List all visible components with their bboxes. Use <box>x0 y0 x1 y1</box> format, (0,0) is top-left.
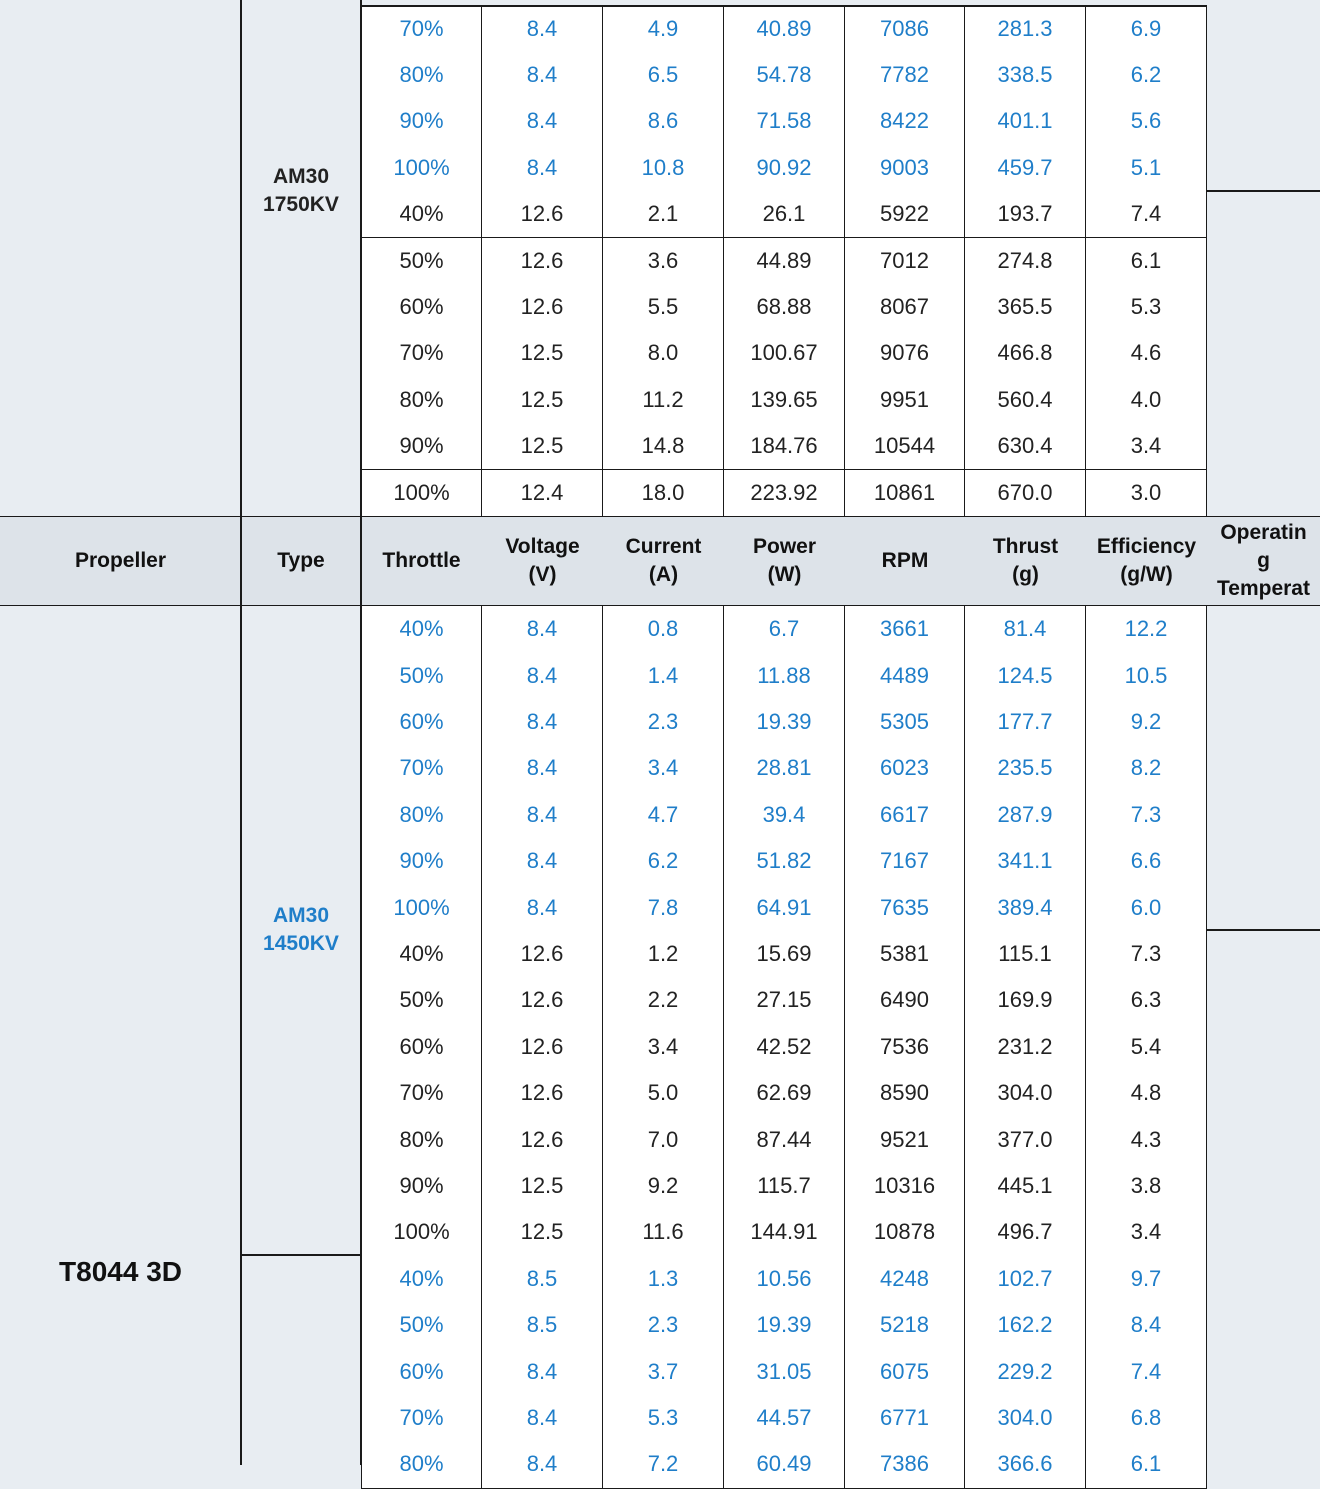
cell-voltage: 8.4 <box>482 652 603 699</box>
cell-rpm: 5305 <box>845 699 965 746</box>
cell-rpm: 8422 <box>845 98 965 145</box>
cell-throttle: 40% <box>361 931 482 978</box>
cell-current: 11.2 <box>603 377 724 424</box>
header-temperature: Operatin g Temperat <box>1207 516 1320 606</box>
cell-rpm: 7782 <box>845 52 965 99</box>
cell-rpm: 4248 <box>845 1256 965 1303</box>
cell-throttle: 60% <box>361 1348 482 1395</box>
cell-throttle: 60% <box>361 284 482 331</box>
cell-thrust: 281.3 <box>965 6 1086 53</box>
cell-thrust: 235.5 <box>965 745 1086 792</box>
cell-rpm: 9521 <box>845 1116 965 1163</box>
cell-power: 10.56 <box>724 1256 845 1303</box>
cell-rpm: 7086 <box>845 6 965 53</box>
cell-efficiency: 5.6 <box>1086 98 1207 145</box>
cell-current: 6.2 <box>603 838 724 885</box>
cell-voltage: 8.4 <box>482 745 603 792</box>
cell-power: 39.4 <box>724 792 845 839</box>
cell-current: 5.3 <box>603 1395 724 1442</box>
cell-thrust: 365.5 <box>965 284 1086 331</box>
cell-throttle: 70% <box>361 6 482 53</box>
cell-power: 51.82 <box>724 838 845 885</box>
cell-thrust: 445.1 <box>965 1163 1086 1210</box>
cell-voltage: 12.5 <box>482 330 603 377</box>
cell-rpm: 3661 <box>845 606 965 653</box>
cell-thrust: 231.2 <box>965 1024 1086 1071</box>
header-throttle: Throttle <box>361 516 482 606</box>
cell-throttle: 40% <box>361 1256 482 1303</box>
cell-efficiency: 4.3 <box>1086 1116 1207 1163</box>
cell-power: 27.15 <box>724 977 845 1024</box>
cell-thrust: 115.1 <box>965 931 1086 978</box>
table-top-border <box>361 5 1207 7</box>
cell-throttle: 100% <box>361 470 482 517</box>
cell-efficiency: 6.0 <box>1086 884 1207 931</box>
cell-rpm: 7536 <box>845 1024 965 1071</box>
cell-power: 11.88 <box>724 652 845 699</box>
cell-efficiency: 3.8 <box>1086 1163 1207 1210</box>
cell-power: 15.69 <box>724 931 845 978</box>
cell-current: 2.2 <box>603 977 724 1024</box>
cell-rpm: 6617 <box>845 792 965 839</box>
cell-efficiency: 7.3 <box>1086 792 1207 839</box>
cell-throttle: 80% <box>361 1441 482 1488</box>
cell-throttle: 90% <box>361 1163 482 1210</box>
cell-rpm: 8590 <box>845 1070 965 1117</box>
cell-thrust: 102.7 <box>965 1256 1086 1303</box>
cell-thrust: 389.4 <box>965 884 1086 931</box>
cell-rpm: 9951 <box>845 377 965 424</box>
cell-thrust: 401.1 <box>965 98 1086 145</box>
cell-efficiency: 9.2 <box>1086 699 1207 746</box>
cell-current: 3.7 <box>603 1348 724 1395</box>
divider-propeller-type <box>240 0 242 1465</box>
cell-power: 42.52 <box>724 1024 845 1071</box>
cell-voltage: 8.4 <box>482 1395 603 1442</box>
divider-temp-mid <box>1207 929 1320 931</box>
cell-power: 19.39 <box>724 1302 845 1349</box>
header-power: Power (W) <box>724 516 845 606</box>
cell-throttle: 50% <box>361 238 482 285</box>
cell-efficiency: 6.1 <box>1086 238 1207 285</box>
cell-efficiency: 8.2 <box>1086 745 1207 792</box>
cell-power: 26.1 <box>724 191 845 238</box>
cell-rpm: 6771 <box>845 1395 965 1442</box>
cell-rpm: 7386 <box>845 1441 965 1488</box>
cell-current: 5.5 <box>603 284 724 331</box>
cell-current: 2.1 <box>603 191 724 238</box>
cell-efficiency: 6.1 <box>1086 1441 1207 1488</box>
cell-efficiency: 4.8 <box>1086 1070 1207 1117</box>
cell-thrust: 338.5 <box>965 52 1086 99</box>
cell-current: 8.0 <box>603 330 724 377</box>
cell-current: 14.8 <box>603 423 724 470</box>
cell-thrust: 229.2 <box>965 1348 1086 1395</box>
cell-power: 31.05 <box>724 1348 845 1395</box>
cell-thrust: 496.7 <box>965 1209 1086 1256</box>
header-rpm: RPM <box>845 516 965 606</box>
cell-efficiency: 9.7 <box>1086 1256 1207 1303</box>
cell-thrust: 560.4 <box>965 377 1086 424</box>
cell-efficiency: 4.0 <box>1086 377 1207 424</box>
cell-current: 7.8 <box>603 884 724 931</box>
cell-rpm: 9003 <box>845 145 965 192</box>
cell-current: 4.7 <box>603 792 724 839</box>
cell-power: 62.69 <box>724 1070 845 1117</box>
cell-thrust: 377.0 <box>965 1116 1086 1163</box>
cell-power: 144.91 <box>724 1209 845 1256</box>
cell-efficiency: 3.4 <box>1086 1209 1207 1256</box>
cell-thrust: 287.9 <box>965 792 1086 839</box>
cell-voltage: 12.6 <box>482 1024 603 1071</box>
cell-current: 8.6 <box>603 98 724 145</box>
cell-rpm: 7012 <box>845 238 965 285</box>
cell-efficiency: 6.2 <box>1086 52 1207 99</box>
cell-efficiency: 8.4 <box>1086 1302 1207 1349</box>
cell-power: 19.39 <box>724 699 845 746</box>
cell-current: 18.0 <box>603 470 724 517</box>
cell-power: 44.89 <box>724 238 845 285</box>
cell-current: 1.4 <box>603 652 724 699</box>
cell-thrust: 193.7 <box>965 191 1086 238</box>
header-type: Type <box>241 516 361 606</box>
cell-rpm: 5218 <box>845 1302 965 1349</box>
cell-efficiency: 6.3 <box>1086 977 1207 1024</box>
cell-efficiency: 5.1 <box>1086 145 1207 192</box>
cell-throttle: 100% <box>361 145 482 192</box>
cell-rpm: 6490 <box>845 977 965 1024</box>
cell-thrust: 304.0 <box>965 1070 1086 1117</box>
type-label-am30-1450kv: AM30 1450KV <box>263 904 339 955</box>
cell-current: 2.3 <box>603 699 724 746</box>
cell-thrust: 630.4 <box>965 423 1086 470</box>
cell-current: 3.6 <box>603 238 724 285</box>
cell-voltage: 12.4 <box>482 470 603 517</box>
cell-power: 64.91 <box>724 884 845 931</box>
cell-current: 3.4 <box>603 1024 724 1071</box>
cell-power: 6.7 <box>724 606 845 653</box>
cell-voltage: 8.4 <box>482 699 603 746</box>
cell-power: 115.7 <box>724 1163 845 1210</box>
header-thrust: Thrust (g) <box>965 516 1086 606</box>
cell-throttle: 80% <box>361 52 482 99</box>
cell-rpm: 5922 <box>845 191 965 238</box>
cell-voltage: 12.5 <box>482 1163 603 1210</box>
cell-rpm: 7167 <box>845 838 965 885</box>
cell-voltage: 8.4 <box>482 792 603 839</box>
cell-thrust: 177.7 <box>965 699 1086 746</box>
cell-throttle: 40% <box>361 191 482 238</box>
cell-rpm: 6023 <box>845 745 965 792</box>
cell-power: 71.58 <box>724 98 845 145</box>
cell-thrust: 366.6 <box>965 1441 1086 1488</box>
cell-current: 6.5 <box>603 52 724 99</box>
cell-rpm: 8067 <box>845 284 965 331</box>
cell-throttle: 60% <box>361 699 482 746</box>
cell-current: 2.3 <box>603 1302 724 1349</box>
cell-voltage: 12.6 <box>482 977 603 1024</box>
cell-voltage: 12.6 <box>482 931 603 978</box>
cell-rpm: 9076 <box>845 330 965 377</box>
cell-thrust: 81.4 <box>965 606 1086 653</box>
cell-efficiency: 5.3 <box>1086 284 1207 331</box>
cell-efficiency: 7.4 <box>1086 191 1207 238</box>
cell-voltage: 8.4 <box>482 838 603 885</box>
cell-power: 223.92 <box>724 470 845 517</box>
cell-voltage: 12.5 <box>482 1209 603 1256</box>
cell-power: 54.78 <box>724 52 845 99</box>
cell-current: 1.2 <box>603 931 724 978</box>
cell-current: 4.9 <box>603 6 724 53</box>
cell-thrust: 459.7 <box>965 145 1086 192</box>
cell-rpm: 10316 <box>845 1163 965 1210</box>
cell-efficiency: 3.4 <box>1086 423 1207 470</box>
cell-voltage: 12.6 <box>482 1070 603 1117</box>
cell-thrust: 162.2 <box>965 1302 1086 1349</box>
cell-voltage: 8.4 <box>482 98 603 145</box>
cell-current: 0.8 <box>603 606 724 653</box>
cell-thrust: 169.9 <box>965 977 1086 1024</box>
cell-voltage: 8.4 <box>482 1441 603 1488</box>
cell-efficiency: 6.6 <box>1086 838 1207 885</box>
cell-efficiency: 7.4 <box>1086 1348 1207 1395</box>
cell-voltage: 8.4 <box>482 606 603 653</box>
cell-throttle: 40% <box>361 606 482 653</box>
cell-efficiency: 4.6 <box>1086 330 1207 377</box>
cell-throttle: 100% <box>361 1209 482 1256</box>
cell-voltage: 8.4 <box>482 1348 603 1395</box>
cell-rpm: 7635 <box>845 884 965 931</box>
cell-thrust: 274.8 <box>965 238 1086 285</box>
cell-rpm: 5381 <box>845 931 965 978</box>
cell-throttle: 70% <box>361 1395 482 1442</box>
cell-power: 87.44 <box>724 1116 845 1163</box>
cell-throttle: 90% <box>361 98 482 145</box>
cell-thrust: 466.8 <box>965 330 1086 377</box>
cell-voltage: 12.6 <box>482 284 603 331</box>
cell-thrust: 341.1 <box>965 838 1086 885</box>
cell-throttle: 50% <box>361 977 482 1024</box>
header-current: Current (A) <box>603 516 724 606</box>
cell-rpm: 6075 <box>845 1348 965 1395</box>
cell-throttle: 90% <box>361 423 482 470</box>
cell-current: 11.6 <box>603 1209 724 1256</box>
cell-thrust: 304.0 <box>965 1395 1086 1442</box>
cell-current: 3.4 <box>603 745 724 792</box>
cell-throttle: 60% <box>361 1024 482 1071</box>
cell-throttle: 90% <box>361 838 482 885</box>
cell-power: 100.67 <box>724 330 845 377</box>
cell-voltage: 12.6 <box>482 1116 603 1163</box>
cell-current: 9.2 <box>603 1163 724 1210</box>
cell-throttle: 70% <box>361 1070 482 1117</box>
cell-efficiency: 5.4 <box>1086 1024 1207 1071</box>
cell-power: 139.65 <box>724 377 845 424</box>
cell-voltage: 12.5 <box>482 423 603 470</box>
type-label-am30-1750kv: AM30 1750KV <box>263 165 339 216</box>
cell-thrust: 670.0 <box>965 470 1086 517</box>
cell-throttle: 50% <box>361 1302 482 1349</box>
cell-voltage: 8.4 <box>482 52 603 99</box>
cell-throttle: 100% <box>361 884 482 931</box>
header-efficiency: Efficiency (g/W) <box>1086 516 1207 606</box>
cell-efficiency: 10.5 <box>1086 652 1207 699</box>
header-propeller: Propeller <box>0 516 241 606</box>
cell-rpm: 10861 <box>845 470 965 517</box>
cell-voltage: 8.5 <box>482 1256 603 1303</box>
cell-efficiency: 6.9 <box>1086 6 1207 53</box>
cell-efficiency: 3.0 <box>1086 470 1207 517</box>
cell-rpm: 4489 <box>845 652 965 699</box>
cell-rpm: 10544 <box>845 423 965 470</box>
cell-power: 40.89 <box>724 6 845 53</box>
cell-power: 184.76 <box>724 423 845 470</box>
cell-throttle: 70% <box>361 745 482 792</box>
header-voltage: Voltage (V) <box>482 516 603 606</box>
cell-throttle: 50% <box>361 652 482 699</box>
cell-power: 28.81 <box>724 745 845 792</box>
cell-efficiency: 7.3 <box>1086 931 1207 978</box>
cell-voltage: 12.6 <box>482 191 603 238</box>
cell-current: 1.3 <box>603 1256 724 1303</box>
cell-current: 7.0 <box>603 1116 724 1163</box>
cell-current: 10.8 <box>603 145 724 192</box>
cell-thrust: 124.5 <box>965 652 1086 699</box>
cell-voltage: 8.4 <box>482 145 603 192</box>
cell-voltage: 8.4 <box>482 884 603 931</box>
propeller-label: T8044 3D <box>59 1256 182 1287</box>
cell-power: 44.57 <box>724 1395 845 1442</box>
cell-voltage: 8.5 <box>482 1302 603 1349</box>
cell-voltage: 8.4 <box>482 6 603 53</box>
cell-power: 90.92 <box>724 145 845 192</box>
cell-power: 60.49 <box>724 1441 845 1488</box>
cell-throttle: 70% <box>361 330 482 377</box>
cell-throttle: 80% <box>361 1116 482 1163</box>
cell-throttle: 80% <box>361 792 482 839</box>
cell-current: 5.0 <box>603 1070 724 1117</box>
cell-voltage: 12.6 <box>482 238 603 285</box>
cell-rpm: 10878 <box>845 1209 965 1256</box>
divider-type-group <box>241 1254 361 1256</box>
cell-current: 7.2 <box>603 1441 724 1488</box>
cell-voltage: 12.5 <box>482 377 603 424</box>
cell-efficiency: 12.2 <box>1086 606 1207 653</box>
divider-temp-top <box>1207 190 1320 192</box>
cell-power: 68.88 <box>724 284 845 331</box>
cell-throttle: 80% <box>361 377 482 424</box>
cell-efficiency: 6.8 <box>1086 1395 1207 1442</box>
